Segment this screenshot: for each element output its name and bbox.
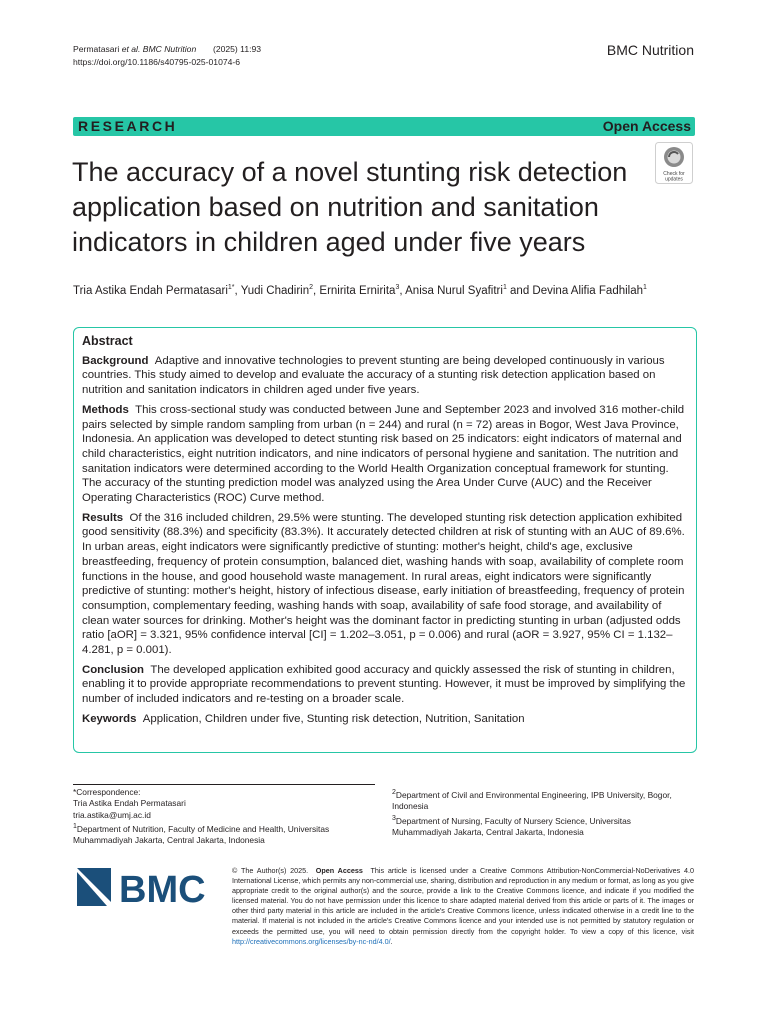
correspondence-label: *Correspondence: [73,787,141,797]
affiliation-text: Department of Nursing, Faculty of Nursery Science, Universitas Muhammadiyah Jakarta, Central Jakarta, Indonesia [392,815,631,837]
abstract-results [82,511,688,658]
results-text: Of the 316 included children, 29.5% were stunting. The developed stunting risk detection application exhibited good sensitivity (88.3%) and specificity (83.3%). It accurately detected children at risk of stunting with an AUC of 89.6%. In urban areas, eight indicators were significantly predictive of stunting: mother's height, child's age, exclusive breastfeeding, frequency of protein consumption, balanced diet, washing hands with soap, availability of complete room functions in the house, and good household waste management. In rural areas, eight indicators were significantly predictive of stunting: mother's height, history of infectious disease, early initiation of breastfeeding, frequency of protein consumption, complementary feeding, washing hands with soap, availability of safe food storage, and availability of clean water sources for drinking. Mother's height was the dominant factor in predicting stunting in urban (adjusted odds ratio [aOR] = 3.321, 95% confidence interval [CI] = 1.202–3.051, p = 0.006) and rural (aOR = 3.927, 95% CI = 1.132–4.281, p = 0.001). [82,511,685,657]
article-title: The accuracy of a novel stunting risk detection application based on nutrition and sanitation indicators in children aged under five years [72,157,628,257]
correspondence-name: Tria Astika Endah Permatasari [73,798,186,809]
abstract-keywords [82,712,688,727]
author-name[interactable]: Yudi Chadirin [240,284,310,297]
article-type-band [73,117,695,136]
author-separator: , [313,284,320,297]
author-name[interactable]: Devina Alifia Fadhilah [532,284,644,297]
keywords-text: Application, Children under five, Stunting risk detection, Nutrition, Sanitation [142,712,525,725]
methods-text: This cross-sectional study was conducted between June and September 2023 and involved 316 mother-child pairs selected by simple random sampling from urban (n = 244) and rural (n = 72) areas in Bogor, West Java Province, Indonesia. An application was developed to detect stunting risk based on 25 indicators: eight indicators of maternal and child characteristics, eight nutrition indicators, and nine indicators of personal hygiene and sanitation. The nutrition and sanitation indicators were determined according to the World Health Organization conceptual framework for stunting. The accuracy of the stunting prediction model was analyzed using the Area Under Curve (AUC) and the Receiver Operating Characteristics (ROC) Curve method. [82,403,685,505]
citation-journal: et al. BMC Nutrition [121,44,197,54]
check-updates-line1: Check for [663,171,685,177]
citation-volume: (2025) 11:93 [212,44,262,54]
abstract-methods [82,403,688,506]
bmc-logo-text: BMC [119,869,206,908]
author-affiliation: 1 [502,284,507,291]
affiliation-2 [392,787,692,813]
footnote-divider [73,784,375,785]
affiliation-sup: 1 [73,823,77,831]
conclusion-text: The developed application exhibited good accuracy and quickly assessed the risk of stunting in children, enabling it to provide appropriate recommendations to prevent stunting. However, it must be improved by simplifying the number of included indicators and re-testing on a broader scale. [82,663,686,706]
correspondence-email[interactable]: tria.astika@umj.ac.id [73,809,151,820]
bmc-logo-icon [75,866,215,908]
author-affiliation: 3 [395,284,400,291]
methods-label: Methods [82,403,129,416]
affiliation-1 [73,821,373,847]
affiliation-sup: 3 [392,814,396,822]
author-name[interactable]: Tria Astika Endah Permatasari [73,284,228,297]
author-affiliation: 1 [643,284,647,291]
author-separator: , [399,284,406,297]
license-link[interactable]: http://creativecommons.org/licenses/by-nc-nd/4.0/ [232,936,391,946]
footnotes-left [73,787,373,847]
affiliation-3 [392,813,692,839]
author-name[interactable]: Ernirita Ernirita [319,284,396,297]
abstract-heading: Abstract [82,334,133,348]
affiliation-sup: 2 [392,789,396,796]
keywords-label: Keywords [82,712,137,725]
affiliation-text: Department of Nutrition, Faculty of Medicine and Health, Universitas Muhammadiyah Jakarta, Central Jakarta, Indonesia [73,824,330,846]
author-name[interactable]: Anisa Nurul Syafitri [405,284,503,297]
footnotes-right [392,787,692,838]
citation-authors: Permatasari [73,44,120,54]
affiliation-text: Department of Civil and Environmental Engineering, IPB University, Bogor, Indonesia [392,789,672,812]
license-end: . [390,936,393,946]
background-text: Adaptive and innovative technologies to prevent stunting are being developed continuously in various countries. This study aimed to develop and evaluate the accuracy of a stunting risk detection application based on nutrition and sanitation indicators in children aged under five years. [82,354,665,397]
abstract-conclusion [82,663,688,707]
article-type-label: RESEARCH [78,118,178,134]
abstract-box [73,327,697,753]
license-open-access: Open Access [315,866,363,875]
background-label: Background [82,354,149,367]
journal-name: BMC Nutrition [606,42,694,58]
author-separator: , [234,284,241,297]
copyright: © The Author(s) 2025. [232,866,309,875]
author-affiliation: 2 [309,284,314,291]
author-list [73,284,703,297]
license-text [232,866,694,947]
abstract-background [82,354,688,398]
results-label: Results [82,511,124,524]
author-affiliation: 1* [227,284,235,291]
license-body: This article is licensed under a Creative Commons Attribution-NonCommercial-NoDerivatives 4.0 International License, which permits any non-commercial use, sharing, distribution and reproduction in any medium or format, as long as you give appropriate credit to the original author(s) and the source, provide a link to the Creative Commons licence, and indicate if you modified the licensed material. You do not have permission under this licence to share adapted material derived from this article or parts of it. The images or other third party material in this article are included in the article's Creative Commons licence, unless indicated otherwise in a credit line to the material. If material is not included in the article's Creative Commons licence and your intended use is not permitted by statutory regulation or exceeds the permitted use, you will need to obtain permission directly from the copyright holder. To view a copy of this licence, visit [232,866,694,936]
doi-link[interactable]: https://doi.org/10.1186/s40795-025-01074-6 [73,57,241,67]
author-separator: and [506,284,533,297]
open-access-label: Open Access [602,118,691,134]
conclusion-label: Conclusion [82,663,145,676]
running-header [73,43,261,69]
check-updates-line2: updates [665,176,683,183]
check-for-updates-icon[interactable] [655,142,693,184]
